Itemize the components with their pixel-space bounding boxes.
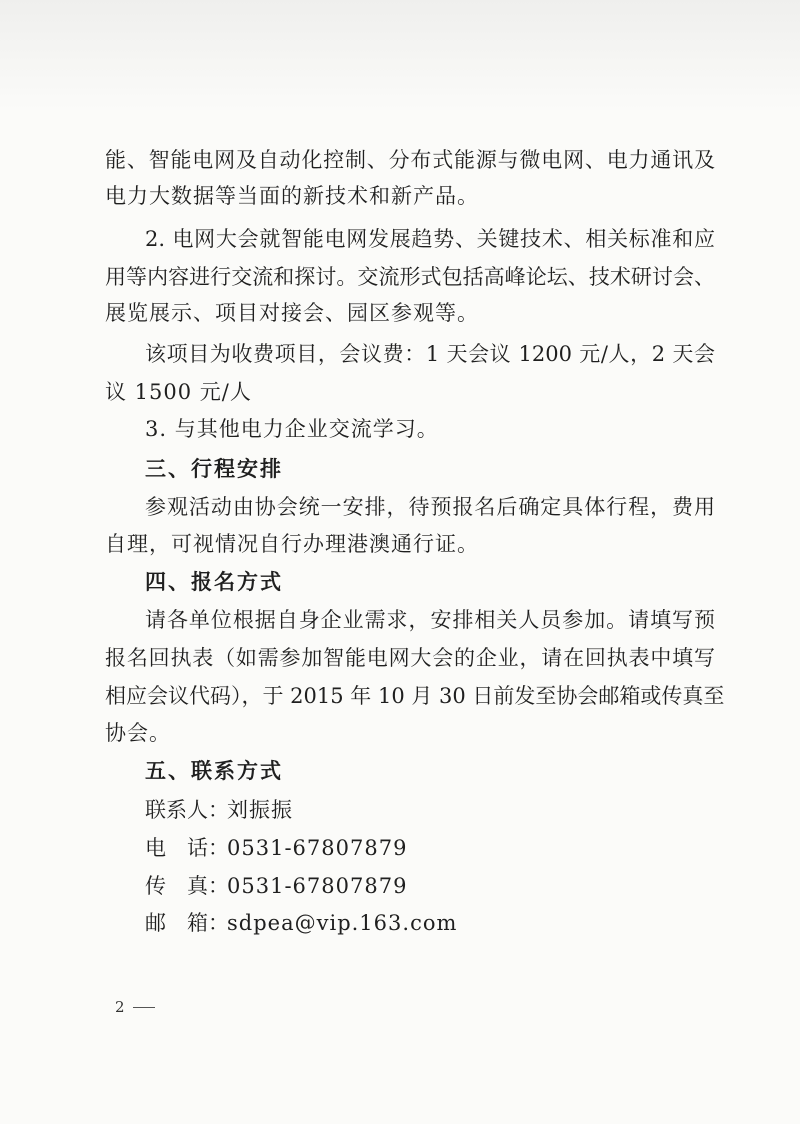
body-text-line: 用等内容进行交流和探讨。交流形式包括高峰论坛、技术研讨会、 [105,265,715,289]
contact-person-value: 刘振振 [227,798,293,822]
section-heading-contact: 五、联系方式 [145,759,283,783]
footer-dash [133,1007,155,1008]
contact-fax-value: 0531-67807879 [227,874,408,898]
body-text-line: 电力大数据等当面的新技术和新产品。 [105,184,479,208]
body-text-line: 该项目为收费项目，会议费：1 天会议 1200 元/人，2 天会 [145,342,715,366]
body-text-line: 3. 与其他电力企业交流学习。 [145,417,439,441]
contact-person-row [145,797,293,823]
body-text-line: 相应会议代码），于 2015 年 10 月 30 日前发至协会邮箱或传真至 [105,684,725,708]
body-text-line: 议 1500 元/人 [105,380,252,404]
contact-email-value: sdpea@vip.163.com [227,911,458,935]
body-text-line: 展览展示、项目对接会、园区参观等。 [105,301,479,325]
contact-phone-value: 0531-67807879 [227,836,408,860]
contact-phone-label: 电 话： [145,836,229,860]
contact-fax-row [145,873,407,899]
section-heading-registration: 四、报名方式 [145,570,283,594]
section-heading-schedule: 三、行程安排 [145,457,283,481]
body-text-line: 能、智能电网及自动化控制、分布式能源与微电网、电力通讯及 [105,148,715,172]
body-text-line: 请各单位根据自身企业需求，安排相关人员参加。请填写预 [145,608,715,632]
body-text-line: 参观活动由协会统一安排，待预报名后确定具体行程，费用 [145,495,715,519]
contact-email-row [145,910,457,936]
contact-fax-label: 传 真： [145,874,229,898]
page-number: 2 [115,998,125,1016]
body-text-line: 2. 电网大会就智能电网发展趋势、关键技术、相关标准和应 [145,227,715,251]
body-text-line: 协会。 [105,721,171,745]
page-footer [115,998,163,1016]
contact-phone-row [145,835,407,861]
contact-email-label: 邮 箱： [145,911,229,935]
body-text-line: 报名回执表（如需参加智能电网大会的企业，请在回执表中填写 [105,646,715,670]
scan-shadow [0,0,800,110]
body-text-line: 自理，可视情况自行办理港澳通行证。 [105,532,479,556]
contact-person-label: 联系人： [145,798,229,822]
